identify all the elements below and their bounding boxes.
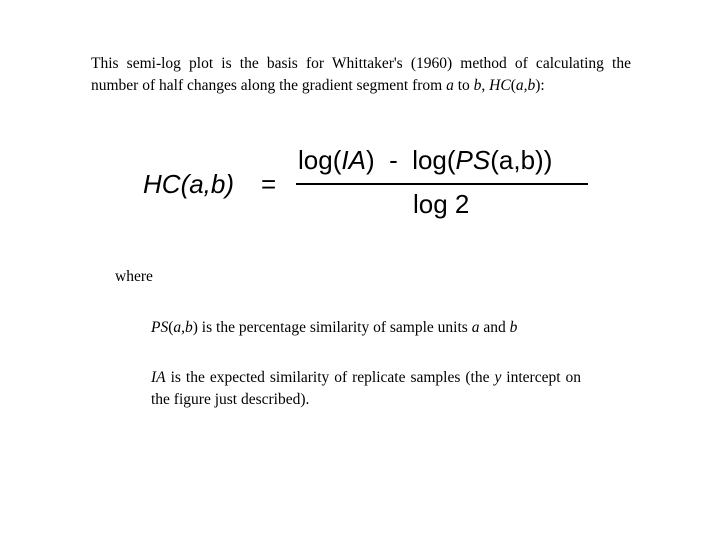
formula-lhs-name: HC	[143, 169, 181, 199]
def-ia-text-1: is the expected similarity of replicate samples (the	[165, 369, 495, 386]
def-ps-and: and	[479, 319, 510, 336]
definition-ia	[151, 367, 581, 411]
formula-denominator: log 2	[413, 189, 470, 219]
intro-text-2: to	[453, 77, 474, 94]
where-label: where	[115, 268, 153, 285]
intro-var-a: a	[446, 77, 454, 94]
numerator-log-1: log(	[298, 145, 342, 175]
formula-lhs-args: (a,b)	[180, 169, 235, 199]
definition-ps	[151, 317, 581, 339]
def-ps-var-b: b	[509, 319, 518, 336]
def-ps-symbol: PS	[151, 319, 169, 336]
intro-paren-open: (	[510, 77, 516, 94]
numerator-minus: -	[389, 145, 398, 175]
formula-equals: =	[261, 169, 277, 199]
formula-numerator	[298, 145, 552, 176]
def-ia-symbol: IA	[151, 369, 166, 386]
formula-lhs	[143, 169, 234, 200]
intro-text-3: ,	[481, 77, 490, 94]
numerator-args: (a,b))	[490, 145, 553, 175]
def-ia-var-y: y	[494, 369, 502, 386]
def-ps-open: (	[168, 319, 174, 336]
intro-paragraph	[91, 53, 631, 97]
intro-var-b: b	[473, 77, 482, 94]
def-ia-text-2: intercept on the figure just described).	[151, 369, 581, 408]
intro-text-1: This semi-log plot is the basis for Whittaker's (1960) method of calculating the number of half changes along the gradient segment from	[91, 55, 631, 94]
numerator-close-1: )	[365, 145, 375, 175]
def-ps-args: a,b	[173, 319, 193, 336]
intro-hc: HC	[489, 77, 511, 94]
intro-text-4: ):	[535, 77, 545, 94]
numerator-ps: PS	[455, 145, 491, 175]
hc-formula	[143, 145, 603, 225]
numerator-ia: IA	[341, 145, 366, 175]
def-ps-text: ) is the percentage similarity of sample units	[192, 319, 472, 336]
numerator-log-2: log(	[412, 145, 456, 175]
def-ps-var-a: a	[471, 319, 480, 336]
fraction-line	[296, 183, 588, 185]
intro-args: a,b	[515, 77, 536, 94]
